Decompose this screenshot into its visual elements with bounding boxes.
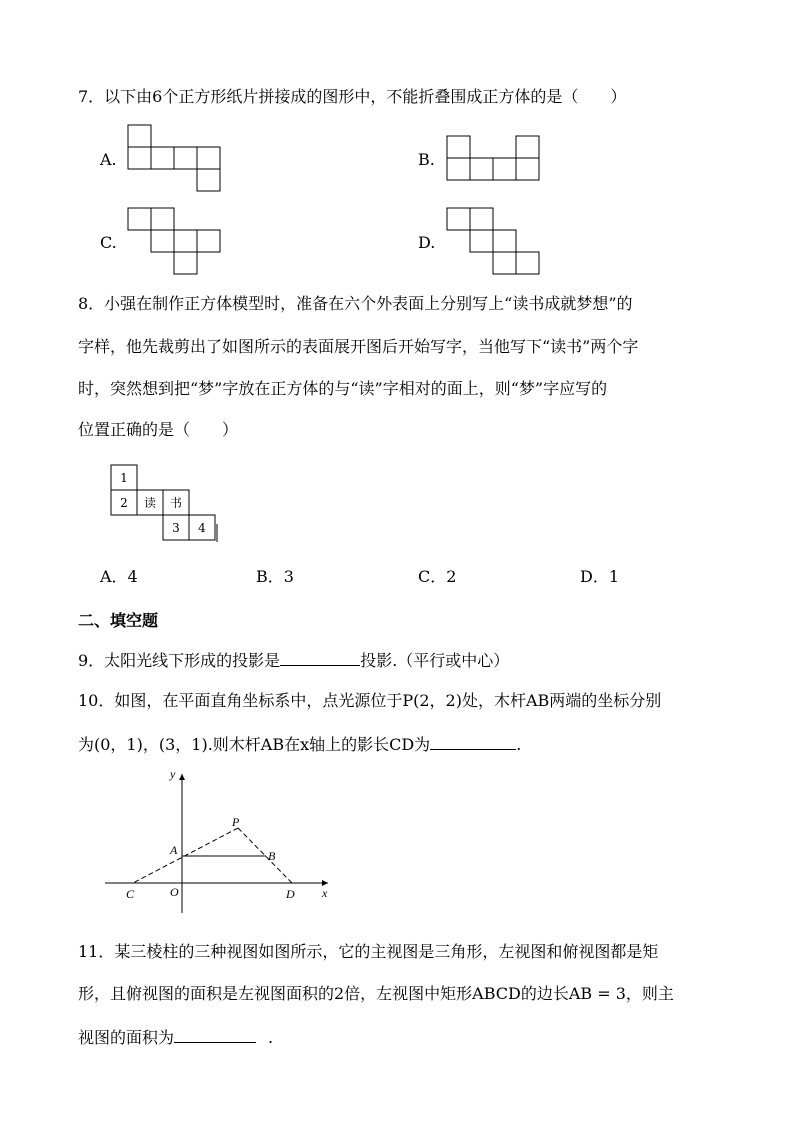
q7-stem: 7．以下由6个正方形纸片拼接成的图形中，不能折叠围成正方体的是（ ） xyxy=(78,87,627,106)
q8-option-d: D．1 xyxy=(580,567,620,586)
section-title: 二、填空题 xyxy=(78,611,159,630)
q8-option-a: A．4 xyxy=(100,567,138,586)
net-cell-4: 4 xyxy=(198,521,206,535)
label-p: P xyxy=(232,815,240,829)
q7-option-d-label: D. xyxy=(418,233,436,252)
q7-net-d xyxy=(446,207,540,275)
net-cell-du: 读 xyxy=(143,496,157,510)
q8-line-2: 字样，他先裁剪出了如图所示的表面展开图后开始写字，当他写下“读书”两个字 xyxy=(78,337,639,356)
label-o: O xyxy=(170,885,179,899)
q8-option-c: C．2 xyxy=(418,567,457,586)
label-c: C xyxy=(126,887,135,901)
q7-option-a-label: A. xyxy=(100,150,117,169)
q11-line-1: 11．某三棱柱的三种视图如图所示，它的主视图是三角形，左视图和俯视图都是矩 xyxy=(78,942,659,961)
q11-answer-blank[interactable] xyxy=(174,1026,256,1043)
q7-net-c xyxy=(127,207,221,275)
q7-option-c-label: C. xyxy=(100,233,117,252)
label-y: y xyxy=(170,767,176,781)
q9-text-after: 投影.（平行或中心） xyxy=(360,651,510,670)
net-cell-3: 3 xyxy=(172,521,180,535)
q10-text-before: 为(0，1)，(3，1).则木杆AB在x轴上的影长CD为 xyxy=(78,735,431,754)
q10-line-1: 10．如图，在平面直角坐标系中，点光源位于P(2，2)处，木杆AB两端的坐标分别 xyxy=(78,691,662,710)
label-a: A xyxy=(170,843,178,857)
q11-line-3 xyxy=(78,1026,273,1048)
net-cell-1: 1 xyxy=(120,471,128,485)
q11-line-2: 形，且俯视图的面积是左视图面积的2倍，左视图中矩形ABCD的边长AB = 3，则主 xyxy=(78,984,674,1003)
q11-text-before: 视图的面积为 xyxy=(78,1028,175,1047)
q8-line-4: 位置正确的是（ ） xyxy=(78,420,239,439)
net-cell-2: 2 xyxy=(120,496,128,510)
label-x: x xyxy=(322,886,328,900)
q8-cube-net xyxy=(110,464,220,544)
q7-net-b xyxy=(446,135,540,183)
q8-line-1: 8．小强在制作正方体模型时，准备在六个外表面上分别写上“读书成就梦想”的 xyxy=(78,294,633,313)
q10-line-2 xyxy=(78,733,521,755)
q8-line-3: 时，突然想到把“梦”字放在正方体的与“读”字相对的面上，则“梦”字应写的 xyxy=(78,379,608,398)
q10-text-after: . xyxy=(516,735,522,754)
net-cell-shu: 书 xyxy=(169,496,183,510)
q7-net-a xyxy=(127,124,221,192)
q9-answer-blank[interactable] xyxy=(280,649,360,666)
label-d: D xyxy=(286,887,295,901)
q8-option-b: B．3 xyxy=(256,567,294,586)
q10-coordinate-figure xyxy=(100,768,340,918)
q9-text-before: 9．太阳光线下形成的投影是 xyxy=(78,651,281,670)
q11-text-after: . xyxy=(268,1028,274,1047)
q9 xyxy=(78,649,509,671)
q10-answer-blank[interactable] xyxy=(430,733,516,750)
q7-option-b-label: B. xyxy=(418,150,435,169)
label-b: B xyxy=(268,849,276,863)
